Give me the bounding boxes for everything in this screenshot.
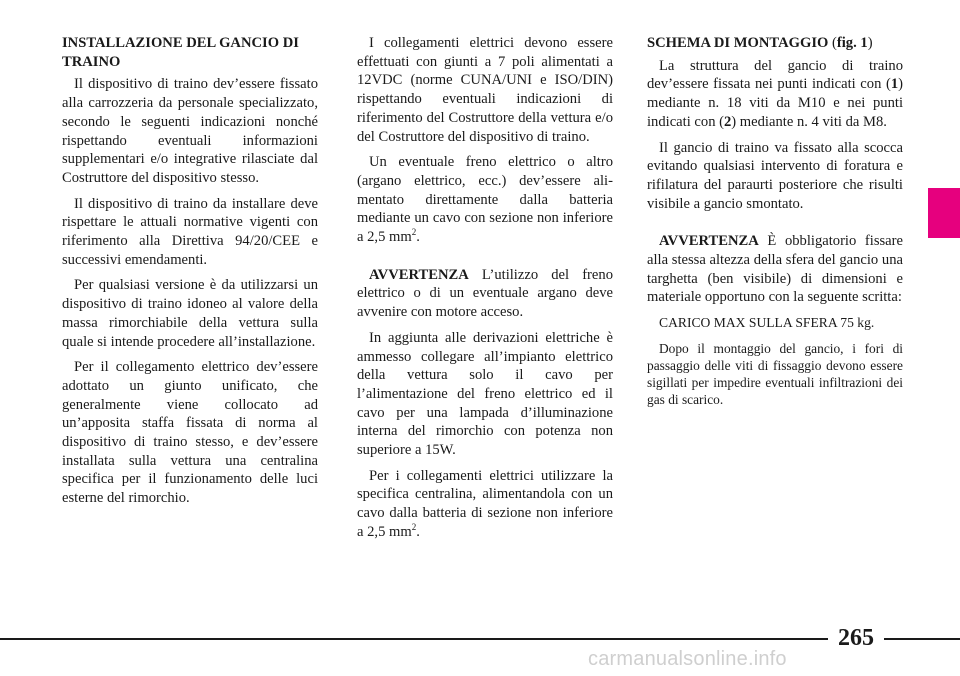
watermark: carmanualsonline.info xyxy=(588,648,787,670)
paragraph-text: ) mediante n. 18 viti da M10 e nei punti indicati con ( xyxy=(647,76,903,130)
section-heading xyxy=(647,34,903,53)
warning-label: AVVERTENZA xyxy=(369,266,469,283)
section-heading: INSTALLAZIONE DEL GANCIO DI TRAINO xyxy=(62,35,299,70)
warning-text: L’utilizzo del freno elettrico o di un eventuale argano deve avvenire con motore acceso. xyxy=(357,266,613,321)
paragraph-text: Per i collegamenti elettrici utilizzare la specifica centralina, alimentandola con un cavo dalla batteria di sezione non inferiore a 2,5 mm xyxy=(357,467,613,540)
paragraph xyxy=(647,57,903,132)
paragraph: Il dispositivo di traino da installare deve rispettare le attuali normative vigenti con riferimento alla Direttiva 94/20/CEE e successivi emendamenti. xyxy=(62,195,318,268)
paragraph-text: ) mediante n. 4 viti da M8. xyxy=(731,113,887,130)
footer-rule xyxy=(0,638,960,640)
paragraph-text: I collegamenti elettrici devono essere effettuati con giunti a 7 poli alimentati a 12VDC (norme CUNA/UNI e ISO/DIN) rispettando eventuali indicazioni di riferimento del Costruttore della vettura e/o del Costruttore del dispositivo di traino. xyxy=(357,35,613,145)
paragraph xyxy=(357,467,613,542)
warning-text: È obbligatorio fissare alla stessa altezza della sfera del gancio una targhetta (ben visibile) di dimensioni e materiale opportuno con la seguente scritta: xyxy=(647,233,903,306)
heading-ref-close: ) xyxy=(867,35,873,51)
column-middle xyxy=(357,34,613,549)
paragraph: Il dispositivo di traino dev’essere fissato alla carrozzeria da personale specializzato, secondo le seguenti indicazioni nonché rispettando eventuali informazioni supplementari e/o integrative rilasciate dal Costruttore del dispositivo stesso. xyxy=(62,76,318,186)
paragraph xyxy=(357,153,613,247)
superscript: 2 xyxy=(411,522,417,533)
plate-text: CARICO MAX SULLA SFERA 75 kg. xyxy=(659,315,875,331)
point-reference: 2 xyxy=(724,113,732,130)
point-reference: 1 xyxy=(890,76,899,93)
punctuation: . xyxy=(416,229,420,246)
punctuation: . xyxy=(416,523,420,540)
paragraph: Dopo il montaggio del gancio, i fori di passaggio delle viti di fissaggio devono essere sigillati per impedire eventuali infiltrazioni dei gas di scarico. xyxy=(647,340,903,407)
paragraph-text: Un eventuale freno elettrico o altro (argano elettrico, ecc.) dev’essere alimentato direttamente dalla batteria mediante un cavo con sezione non inferiore a 2,5 mm xyxy=(357,154,613,246)
paragraph-text: La struttura del gancio di traino dev’essere fissata nei punti indicati con ( xyxy=(647,57,903,93)
section-color-tab xyxy=(928,188,960,238)
paragraph: Il gancio di traino va fissato alla scocca evitando qualsiasi intervento di foratura e rifilatura del paraurti posteriore che risulti visibile a gancio smontato. xyxy=(647,139,903,212)
warning-paragraph xyxy=(647,232,903,307)
figure-reference: fig. 1 xyxy=(836,35,868,51)
paragraph: In aggiunta alle derivazioni elettriche è ammesso collegare all’impianto elettrico della vettura solo il cavo per l’alimentazione del freno elettrico ed il cavo per una lampada d’illuminazione interna del rimorchio con potenza non superiore a 15W. xyxy=(357,329,613,459)
heading-ref-open: ( xyxy=(828,35,837,51)
paragraph xyxy=(357,34,613,146)
heading-text: SCHEMA DI MONTAGGIO xyxy=(647,35,829,51)
page-number: 265 xyxy=(828,623,884,653)
warning-label: AVVERTENZA xyxy=(659,233,759,250)
column-left xyxy=(62,34,318,515)
column-right xyxy=(647,34,903,415)
paragraph: Per qualsiasi versione è da utilizzarsi un dispositivo di traino idoneo al valore della massa rimorchiabile della vettura sulla quale si intende procedere all’installazione. xyxy=(62,277,318,350)
warning-paragraph xyxy=(357,266,613,322)
paragraph: Per il collegamento elettrico dev’essere adottato un giunto unificato, che generalmente viene collocato ad un’apposita staffa fissata di norma al dispositivo di traino stesso, e dev’essere installata sulla vettura una centralina specifica per il funzionamento delle luci esterne del rimorchio. xyxy=(62,359,318,507)
superscript: 2 xyxy=(411,227,417,238)
